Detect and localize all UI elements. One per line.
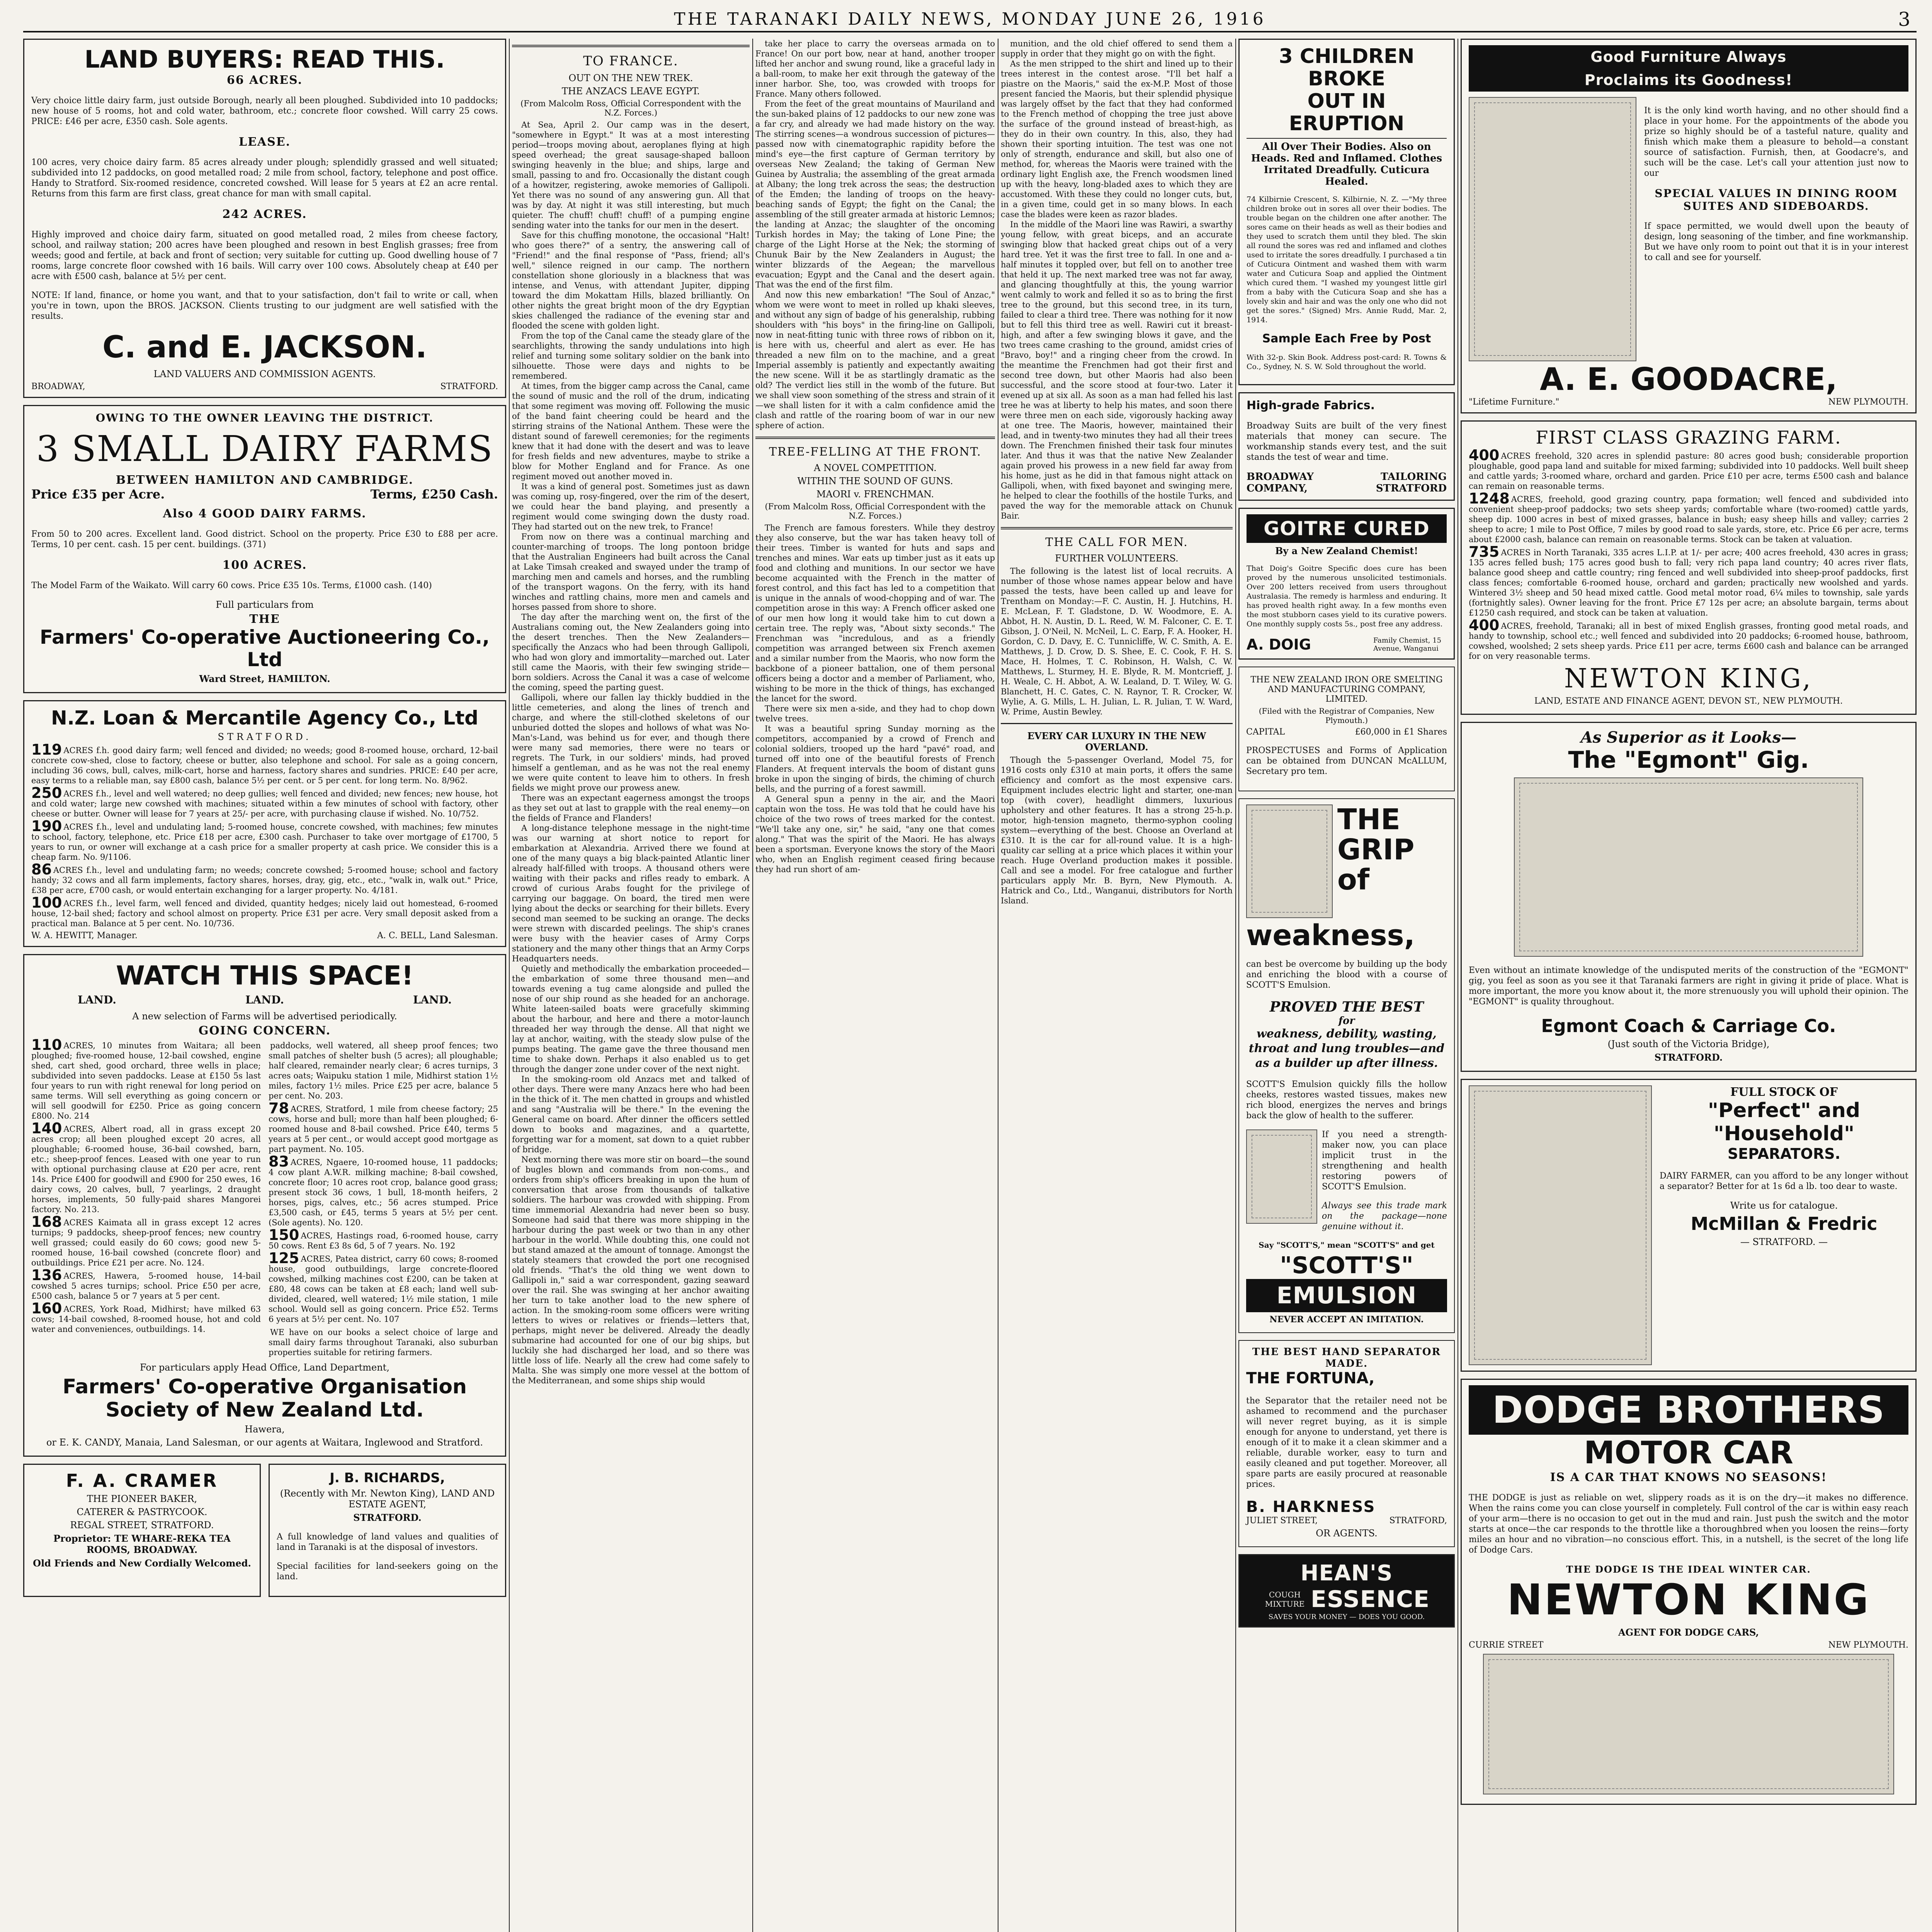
ad-paragraph: DAIRY FARMER, can you afford to be any longer without a separator? Better for at 1s 6d a lb. too dear to waste. — [1660, 1171, 1908, 1191]
ad-line: REGAL STREET, STRATFORD. — [70, 1520, 214, 1531]
price: Price £35 per Acre. — [31, 487, 165, 502]
firm-name: Egmont Coach & Carriage Co. — [1541, 1015, 1836, 1036]
article-subtitle: FURTHER VOLUNTEERS. — [1055, 553, 1179, 564]
article-paragraph: Though the 5-passenger Overland, Model 75, for 1916 costs only £310 at main ports, it offers the same efficiency and comfort as the most expensive cars. Equipment includes electric light and starter, one-man top (with cover), headlight dimmers, luxurious upholstery and other features. It has a strong 25-h.p. motor, high-tension magneto, thermo-syphon cooling system—everything of the best. Choose an Overland at £310. It is the car for all-round value. It is a high-quality car selling at a price which places it within your reach. Huge Overland production makes it possible. Call and see a model. For free catalogue and further particulars apply Mr. B. Byrn, New Plymouth. A. Hatrick and Co., Ltd., Wanganui, distributors for North Island. — [1001, 755, 1233, 905]
ad-subhead: OWING TO THE OWNER LEAVING THE DISTRICT. — [95, 412, 434, 424]
address-right: STRATFORD. — [440, 382, 498, 391]
ad-paragraph: The Model Farm of the Waikato. Will carry 60 cows. Price £35 10s. Terms, £1000 cash. (140) — [31, 581, 432, 590]
ad-line: NEVER ACCEPT AN IMITATION. — [1269, 1315, 1424, 1325]
woman-headache-illustration — [1246, 804, 1333, 918]
ad-paragraph: the Separator that the retailer need not be ashamed to recommend and the purchaser will never regret buying, as it is simple enough for anyone to understand, yet there is enough of it to make it a clean skimmer and a reliable, durable worker, easy to turn and easily cleaned and put together. Moreover, all spare parts are easily procured at reasonable prices. — [1246, 1396, 1447, 1489]
address-left: JULIET STREET, — [1246, 1516, 1318, 1526]
capital-value: £60,000 in £1 Shares — [1355, 727, 1447, 737]
nzloan-ad — [23, 700, 506, 947]
article-title: TO FRANCE. — [583, 53, 679, 69]
land-label: LAND. — [245, 993, 284, 1006]
ad-line: THE — [249, 612, 280, 626]
ad-subhead: THE DODGE IS THE IDEAL WINTER CAR. — [1566, 1564, 1811, 1575]
firm-name: Farmers' Co-operative Auctioneering Co., Ltd — [39, 626, 490, 671]
ad-headline: The "Egmont" Gig. — [1568, 747, 1809, 774]
ad-headline: GOITRE CURED — [1247, 514, 1447, 543]
lot: 735 ACRES in North Taranaki, 335 acres L.I.P. at 1/- per acre; 400 acres freehold, 430 acres in grass; 135 acres felled bush; 175 acres good bush to fall; very rich papa land country; 40 acres river flats, balance good sheep and cattle country; ring fenced and well subdivided into sheep-proof paddocks, first class fences; comfortable 6-roomed house, orchard and garden; practically new woolshed and yards. Wintered 3½ sheep and 50 head mixed cattle. Good metal motor road, 6¼ miles to township, sale yards (fortnightly sales). Owner leaving for the front. Price £7 12s per acre; an absolute bargain, terms about £1250 cash required, and stock can be taken at valuation. — [1469, 543, 1908, 617]
page-number: 3 — [1898, 8, 1913, 31]
lot: paddocks, well watered, all sheep proof fences; two small patches of shelter bush (5 acres); all ploughable; half cleared, remainder nearly clear; 6 acres turnips, 3 acres oats; Waipuku station 1 mile, Midhirst station 1½ miles, factory 1½ miles. Price £25 per acre, balance 5 per cent. No. 203. — [269, 1041, 498, 1100]
article-paragraph: From the top of the Canal came the steady glare of the searchlights, throwing the sandy undulations into high relief and turning some solitary soldier on the bank into silhouette. Those were days and nights to be remembered. — [512, 331, 750, 381]
terms: Terms, £250 Cash. — [370, 487, 498, 502]
article-paragraph: There was an expectant eagerness amongst the troops as they set out at last to grapple with the real enemy—on the fields of France and Flanders! — [512, 793, 750, 823]
firm-city: — STRATFORD. — — [1740, 1236, 1828, 1247]
ad-paragraph: With 32-p. Skin Book. Address post-card: R. Towns & Co., Sydney, N. S. W. Sold throughout the world. — [1247, 353, 1447, 371]
firm-subtitle: LAND, ESTATE AND FINANCE AGENT, DEVON ST., NEW PLYMOUTH. — [1534, 696, 1843, 706]
ad-line: (Recently with Mr. Newton King), LAND AND ESTATE AGENT, — [280, 1488, 495, 1510]
ad-paragraph: Broadway Suits are built of the very finest materials that money can secure. The workmanship stands every test, and the suit stands the test of wear and time. — [1247, 421, 1447, 462]
article-title: THE CALL FOR MEN. — [1045, 536, 1188, 549]
brand-sub: COUGH MIXTURE — [1265, 1590, 1305, 1609]
article-subtitle: MAORI v. FRENCHMAN. — [816, 489, 934, 500]
firm-name: NEWTON KING, — [1564, 663, 1813, 694]
article-paragraph: In the smoking-room old Anzacs met and talked of other days. There were many Anzacs here who had been in the thick of it. The men chatted in groups and whistled and sang "Australia will be there." In the evening the General came on board. After dinner the officers settled down to books and magazines, and a quartette, forgetting war for a moment, sat down to a quiet rubber of bridge. — [512, 1075, 750, 1154]
article-body — [755, 523, 995, 874]
ad-line: Proprietor: TE WHARE-REKA TEA ROOMS, BROADWAY. — [53, 1533, 231, 1555]
article-subtitle: A NOVEL COMPETITION. — [814, 463, 937, 473]
ad-paragraph: A full knowledge of land values and qualities of land in Taranaki is at the disposal of investors. — [277, 1532, 498, 1552]
ad-subhead: LEASE. — [238, 135, 291, 149]
ad-paragraph: SCOTT'S Emulsion quickly fills the hollow cheeks, restores wasted tissues, makes new rich blood, energizes the nerves and brings back the glow of health to the sufferer. — [1246, 1080, 1447, 1121]
agent-name: B. HARKNESS — [1246, 1498, 1376, 1516]
ad-headline: SEPARATORS. — [1727, 1145, 1841, 1162]
lot: 168 ACRES Kaimata all in grass except 12 acres turnips; 9 paddocks, sheep-proof fences; new country well grassed; could easily do 60 cows; good new 5-roomed house, 16-bail cowshed (concrete floor) and outbuildings. Price £21 per acre. No. 124. — [31, 1213, 261, 1267]
article-paragraph: It was a kind of general post. Sometimes just as dawn was coming up, rosy-fingered, over the rim of the desert, we could hear the band playing, and presently a regiment would come swinging down the dusty road. They had started out on the new trek, to France! — [512, 482, 750, 531]
article-paragraph: From now on there was a continual marching and counter-marching of troops. The long pontoon bridge that the Australian Engineers had built across the Canal at Lake Timsah creaked and swayed under the tramp of marching men and camels and horses, and the rumbling of the transport wagons. On the ferry, with its hand winches and rattling chains, more men and camels and horses passed from shore to shore. — [512, 532, 750, 612]
article-paragraph: Save for this chuffing monotone, the occasional "Halt! who goes there?" of a sentry, the answering call of "Friend!" and the final response of "Pass, friend; all's well," silence reigned in our camp. The northern constellation shone gloriously in a blackness that was intense, and Venus, with attendant Jupiter, dipping toward the dim Mokattam Hills, blazed brilliantly. On other nights the great bright moon of the dry Egyptian skies challenged the radiance of the evening star and flooded the scene with golden light. — [512, 231, 750, 330]
ad-subhead: BETWEEN HAMILTON AND CAMBRIDGE. — [116, 473, 414, 487]
ad-line: or E. K. CANDY, Manaia, Land Salesman, or our agents at Waitara, Inglewood and Stratford. — [46, 1437, 483, 1448]
article-paragraph: The French are famous foresters. While they destroy they also conserve, but the war has taken heavy toll of their trees. Timber is wanted for huts and saps and trenches and mines. War eats up timber just as it eats up food and clothing and munitions. In our sector we have become acquainted with the French in the matter of forest control, and this fact has led to a competition that is unique in the annals of wood-chopping and of war. The competition arose in this way: A French officer asked one of our men how long it would take him to cut down a certain tree. The reply was, "About sixty seconds." The Frenchman was "incredulous, and as a friendly competition was arranged between six French axemen and a similar number from the Maoris, who now form the backbone of a pioneer battalion, one of them personal officers being a doctor and a member of Parliament, who, wishing to be more in the thick of things, has exchanged the lancet for the sword. — [755, 523, 995, 703]
ad-line: OR AGENTS. — [1316, 1528, 1378, 1539]
article-paragraph: In the middle of the Maori line was Rawiri, a swarthy young fellow, with great biceps, and an accurate swinging blow that hacked great chips out of a very hard tree. Yet it was the first tree to fall. In one and a-half minutes it toppled over, but fell on to another tree that held it up. The next marked tree was not far away, and glancing thoughtfully at this, the young warrior went calmly to work and felled it so as to bring the first tree to the ground, but this second tree, in its turn, failed to clear a third tree. There was nothing for it now but to fell this third tree as well. Rawiri cut it breast-high, and after a few swinging blows it gave, and the two trees came crashing to the ground, amidst cries of "Bravo, boy!" and a ringing cheer from the crowd. In the meantime the Frenchmen had got their first and second tree down, but other Maoris had also been successful, and the score stood at four-two. Later it evened up at six all. As soon as a man had felled his last tree he was at liberty to help his mates, and soon there were three men on each side, vigorously hacking away at one tree. The Maoris, however, maintained their lead, and in twenty-two minutes they had all their trees down. The Frenchmen finished their task four minutes later. And thus it was that the native New Zealander again proved his prowess in a new field far away from his home, just as he did in that famous night attack on Gallipoli, when, with fixed bayonet and swinging mere, he helped to clear the foothills of the hostile Turks, and paved the way for the memorable attack on Chunuk Bair. — [1001, 220, 1233, 520]
article-paragraph: The day after the marching went on, the first of the Australians coming out, the New Zealanders going into the desert trenches. Then the New Zealanders—specifically the Anzacs who had been through Gallipoli, who had won glory and immortality—marched out. Later still came the Maoris, with their few swinging stride—born soldiers. Across the Canal it was a case of welcome the coming, speed the parting guest. — [512, 612, 750, 692]
ad-title: WATCH THIS SPACE! — [116, 961, 413, 991]
ad-headline: FIRST CLASS GRAZING FARM. — [1536, 427, 1842, 448]
article-paragraph: And now this new embarkation! "The Soul of Anzac," whom we were wont to meet in rolled up khaki sleeves, and without any sign of badge of his generalship, rubbing shoulders with "his boys" in the firing-line on Gallipoli, now in neat-fitting tunic with three rows of ribbon on it, is here with us, cheerful and alert as ever. He has threaded a new film on to the machine, and a great Imperial assembly is patiently and expectantly awaiting the new scene. Will it be as startlingly dramatic as the old? The verdict lies still in the womb of the future. But we shall view soon something of the stress and strain of it—we shall listen for it with a calm confidence amid the clash and rattle of the roaring boom of war in our new sphere of action. — [755, 290, 995, 430]
firm-name: F. A. CRAMER — [66, 1470, 218, 1491]
cramer-ad — [23, 1464, 261, 1597]
ad-headline: 3 SMALL DAIRY FARMS — [36, 428, 493, 469]
dodge-brothers-ad — [1461, 1379, 1917, 1805]
lot: 400 ACRES freehold, 320 acres in splendid pasture: 80 acres good bush; considerable proportion ploughable, good papa land and suitable for mixed farming; subdivided into 10 paddocks. Well built sheep and cattle yards; 3-roomed whare, orchard and garden. Price £10 per acre, terms £500 cash and balance can remain on reasonable terms. — [1469, 447, 1908, 491]
ad-headline: THE BEST HAND SEPARATOR MADE. — [1252, 1346, 1441, 1369]
ad-headline: Good Furniture Always — [1469, 45, 1908, 68]
column-rule — [752, 39, 753, 1932]
column-call-for-men — [1001, 39, 1233, 1932]
lot: 140 ACRES, Albert road, all in grass except 20 acres crop; all been ploughed except 20 acres, all ploughable; 6-roomed house, 36-bail cowshed, barn, etc.; sheep-proof fences. Leased with one year to run with optional purchasing clause at £20 per acre, rent 14s. Price £400 for goodwill and £900 for 250 ewes, 16 dairy cows, 20 calves, bull, 7 yearlings, 2 draught horses, implements, 50 fully-paid shares Mangorei factory. No. 213. — [31, 1120, 261, 1214]
ad-line: (Filed with the Registrar of Companies, New Plymouth.) — [1259, 706, 1435, 725]
firm-name: J. B. RICHARDS, — [330, 1470, 445, 1486]
article-byline: (From Malcolm Ross, Official Correspondent with the N.Z. Forces.) — [520, 99, 741, 117]
address-right: STRATFORD, — [1389, 1516, 1447, 1526]
article-title: TREE-FELLING AT THE FRONT. — [769, 445, 981, 459]
lot: 119 ACRES f.h. good dairy farm; well fenced and divided; no weeds; good 8-roomed house, orchard, 12-bail concrete cow-shed, close to factory, cheese or butter, also telephone and school. For sale as a going concern, including 36 cows, bull, calves, milk-cart, horse and harness, factory shares and sundries. PRICE: £40 per acre, easy terms to a reliable man, say £800 cash, balance 5½ per cent. or 5 per cent. for long term. No. 8/962. — [31, 741, 498, 785]
ad-subhead: PROVED THE BEST — [1269, 999, 1424, 1015]
article-subtitle: THE ANZACS LEAVE EGYPT. — [561, 86, 700, 97]
address-right: NEW PLYMOUTH. — [1828, 1640, 1908, 1650]
dodge-car-illustration — [1483, 1654, 1894, 1794]
lot: 190 ACRES f.h., level and undulating land; 5-roomed house, concrete cowshed, with machines; few minutes to school, factory, telephone, etc. Price £18 per acre, £300 cash. Purchaser to take over mortgage of £1700, 5 years to run, or owner will exchange at a cash price for a smaller property at cash price. We consider this is a cheap farm. No. 9/1106. — [31, 818, 498, 862]
firm-subtitle: (Just south of the Victoria Bridge), — [1607, 1039, 1770, 1049]
firm-city: STRATFORD. — [218, 731, 312, 742]
column-display-ads — [1461, 39, 1917, 1932]
ad-headline: Proclaims its Goodness! — [1469, 68, 1908, 92]
ad-line: Old Friends and New Cordially Welcomed. — [33, 1558, 251, 1569]
firm-name: A. E. GOODACRE, — [1540, 361, 1837, 397]
heans-essence-ad — [1238, 1554, 1455, 1628]
ad-paragraph: Always see this trade mark on the package—none genuine without it. — [1322, 1201, 1447, 1231]
ad-paragraph: If you need a strength-maker now, you can place implicit trust in the strengthening and health restoring powers of SCOTT'S Emulsion. — [1322, 1130, 1447, 1192]
ad-subhead: By a New Zealand Chemist! — [1275, 545, 1418, 556]
firm-city: STRATFORD. — [1654, 1052, 1723, 1063]
ad-line: A new selection of Farms will be advertised periodically. — [132, 1011, 397, 1022]
ad-line: Full particulars from — [216, 599, 314, 610]
manager: W. A. HEWITT, Manager. — [31, 931, 138, 940]
gig-carriage-illustration — [1514, 777, 1863, 957]
ad-paragraph: Even without an intimate knowledge of the undisputed merits of the construction of the "EGMONT" gig, you feel as soon as you see it that Taranaki farmers are right in giving it pride of place. What is more important, the more you know about it, the more strenuously you will uphold their opinion. The "EGMONT" is quality throughout. — [1469, 966, 1908, 1007]
ad-paragraph: If space permitted, we would dwell upon the beauty of design, long seasoning of the timber, and fine workmanship. But we have only room to point out that it is in your interest to call and see for yourself. — [1644, 221, 1908, 262]
column-to-france — [512, 39, 750, 1932]
article-body — [512, 120, 750, 1386]
firm-name: McMillan & Fredric — [1690, 1213, 1878, 1234]
land-label: LAND. — [413, 993, 452, 1006]
firm-subtitle: AGENT FOR DODGE CARS, — [1618, 1627, 1759, 1638]
firm-city: STRATFORD — [1376, 483, 1447, 494]
ad-subhead: 66 ACRES. — [226, 73, 303, 87]
lot: WE have on our books a select choice of large and small dairy farms throughout Taranaki, also suburban properties suitable for retiring farmers. — [269, 1328, 498, 1357]
grazing-farm-ad — [1461, 420, 1917, 715]
article-paragraph: It was a beautiful spring Sunday morning as the competitors, accompanied by a crowd of French and colonial soldiers, trooped up the hard "pavé" road, and turned off into one of the beautiful forests of French Flanders. At frequent intervals the boom of distant guns broke in upon the singing of birds, the chiming of church bells, and the purring of a forest sawmill. — [755, 724, 995, 794]
capital-label: CAPITAL — [1246, 727, 1285, 737]
ad-subhead: weakness, debility, wasting, throat and lung troubles—and as a builder up after illness. — [1248, 1027, 1445, 1070]
firm-address: Ward Street, HAMILTON. — [199, 673, 330, 684]
article-paragraph: At Sea, April 2. Our camp was in the desert, "somewhere in Egypt." It was at a most interesting period—troops moving about, aeroplanes flying at high speed overhead; the great sausage-shaped balloon swinging heavenly in the blue; and ships, large and small, passing to and fro. Occasionally the distant cough of a howitzer, registering, awoke memories of Gallipoli. Yet there was no sound of any answering gun. All that was by day. At night it was still interesting, but much quieter. The chuff! chuff! chuff! of a pumping engine sending water into the tanks for our men in the desert. — [512, 120, 750, 230]
lot-list-right — [269, 1037, 498, 1360]
address-left: BROADWAY, — [31, 382, 85, 391]
firm-name: COMPANY, — [1247, 483, 1308, 494]
firm-name: C. and E. JACKSON. — [102, 330, 427, 365]
ad-paragraph: Highly improved and choice dairy farm, situated on good metalled road, 2 miles from cheese factory, school, and railway station; 200 acres have been ploughed and resown in best English grasses; free from weeds; good and fertile, at back and front of section; very suitable for cutting up. Good dwelling house of 7 rooms, large concrete floor cowshed with 16 bails. Will carry over 100 cows. Absolutely cheap at £40 per acre with £500 cash, balance at 5½ per cent. — [31, 230, 498, 281]
richards-ad — [269, 1464, 506, 1597]
ad-headline: THE NEW ZEALAND IRON ORE SMELTING AND MANUFACTURING COMPANY, LIMITED. — [1250, 675, 1443, 704]
ad-paragraph: 74 Kilbirnie Crescent, S. Kilbirnie, N. Z. —"My three children broke out in sores all over their bodies. The trouble began on the children one after another. The sores came on their heads as well as their bodies and they used to scratch them until they bled. The skin all round the sores was red and inflamed and clothes used to irritate the sores dreadfully. I purchased a tin of Cuticura Ointment and washed them with warm water and Cuticura Soap and applied the Ointment which cured them. "I washed my youngest little girl from a baby with the Cuticura Soap and she has a lovely skin and hair and was the only one who did not get the sores." (Signed) Mrs. Annie Rudd, Mar. 2, 1914. — [1247, 195, 1447, 324]
ad-paragraph: That Doig's Goitre Specific does cure has been proved by the numerous unsolicited testimonials. Over 200 letters received from users throughout Australasia. The remedy is harmless and enduring. It has proved health right away. In a few months even the most stubborn cases yield to its curative powers. One monthly supply costs 5s., post free any address. — [1247, 564, 1447, 628]
ad-subhead: SPECIAL VALUES IN DINING ROOM SUITES AND SIDEBOARDS. — [1655, 187, 1898, 213]
lot: 400 ACRES, freehold, Taranaki; all in best of mixed English grasses, fronting good metal roads, and handy to township, school etc.; well fenced and subdivided into 20 paddocks; 6-roomed house, bathroom, cowshed, woolshed; 2 sets sheep yards. Price £11 per acre, terms £600 cash and balance can be arranged for on very reasonable terms. — [1469, 617, 1908, 661]
ad-headline: "Household" — [1713, 1122, 1855, 1145]
ad-headline: High-grade Fabrics. — [1247, 399, 1375, 412]
article-body — [1001, 39, 1233, 521]
article-paragraph: The following is the latest list of local recruits. A number of those whose names appear below and have passed the tests, have been called up and leave for Trentham on Monday:—F. C. Austin, H. J. Hutchins, H. E. McLean, F. T. Gladstone, D. W. Woodmore, E. A. Abbot, H. N. Austin, D. L. Reed, W. M. Falconer, C. E. T. Gibson, J. O'Neil, N. McNeil, L. C. Earp, F. A. Hooker, H. Gordon, C. D. Davy, E. C. Tunnicliffe, W. C. Smith, A. E. Matthews, J. D. Crow, D. S. Shee, E. C. Cook, F. H. S. Mace, H. Holmes, T. C. Robinson, H. Walsh, C. W. Matthews, L. Sturmey, H. E. Blyde, R. M. Montcrieff, J. H. Weale, C. H. Abbot, A. W. Lealand, D. T. Wiley, W. G. Blanchett, H. C. Gates, C. N. Raynor, T. R. Crocker, W. Wylie, A. G. Mills, L. H. Julian, L. R. Julian, T. W. Ward, W. Prime, Austin Bewley. — [1001, 566, 1233, 716]
ad-paragraph: can best be overcome by building up the body and enriching the blood with a course of SCOTT'S Emulsion. — [1246, 959, 1447, 990]
article-title: EVERY CAR LUXURY IN THE NEW OVERLAND. — [1027, 730, 1206, 753]
separators-ad — [1461, 1079, 1917, 1372]
lot: 125 ACRES, Patea district, carry 60 cows; 8-roomed house, good outbuildings, large concrete-floored cowshed, milking machines cost £200, can be taken at £80, 48 cows can be taken at £8 each; land well sub-divided, cleared, well watered; 1½ mile station, 1 mile school. Would sell as going concern. Price £52. Terms 6 years at 5½ per cent. No. 107 — [269, 1250, 498, 1324]
jackson-ad — [23, 39, 506, 398]
article-subtitle: OUT ON THE NEW TREK. — [568, 73, 693, 83]
lot: 86 ACRES f.h., level and undulating farm; no weeds; concrete cowshed; 5-roomed house; school and factory handy; 32 cows and all farm implements, factory shares, horses, dray, gig, etc., etc., "walk in, walk out." Price, £38 per acre, £700 cash, or would entertain exchanging for a larger property. No. 4/181. — [31, 861, 498, 895]
ad-paragraph: THE DODGE is just as reliable on wet, slippery roads as it is on the dry—it makes no difference. When the rains come you can close yourself in completely. Full control of the car is within easy reach of your arm—there is no occasion to get out in the mud and rain. Just push the switch and the motor starts at once—the car responds to the throttle like a thoroughbred when you loosen the reins—forty miles an hour and no vibration—no conscious effort. This, in a nutshell, is the secret of the long life of Dodge Cars. — [1469, 1493, 1908, 1555]
article-byline: (From Malcolm Ross, Official Correspondent with the N.Z. Forces.) — [765, 502, 986, 520]
ad-subhead: 100 ACRES. — [222, 558, 307, 572]
article-paragraph: munition, and the old chief offered to send them a supply in order that they might go on with the fight. — [1001, 39, 1233, 58]
article-paragraph: Gallipoli, where our fallen lay thickly buddied in the little cemeteries, and along the lines of trench and charge, and where the still-clothed skeletons of our unburied dotted the slopes and hollows of what was No-Man's-Land, was behind us for ever, and though there were many sad memories, there were no tears or regrets. The Turk, in our soldiers' minds, had proved himself a gentleman, and as he was not the real enemy we were quite content to leave him to others. In fresh fields we might prove our prowess anew. — [512, 693, 750, 793]
ad-subhead: Also 4 GOOD DAIRY FARMS. — [163, 507, 367, 520]
lot-list-left — [31, 1037, 261, 1360]
goodacre-ad — [1461, 39, 1917, 413]
article-subtitle: WITHIN THE SOUND OF GUNS. — [797, 476, 953, 486]
article-paragraph: From the feet of the great mountains of Mauriland and the sun-baked plains of 12 paddocks to our new zone was a far cry, and already we had made history on the way. The stirring scenes—a wondrous succession of pictures—passed now with cinematographic rapidity before the mind's eye—the first capture of German territory by overseas New Zealand; the taking of German New Guinea by Australia; the assembling of the great armada at Albany; the long trek across the seas; the destruction of the Emden; the landing of troops on the heavy-beaching sands of Egypt; the fight on the Canal; the assembling of the still greater armada at historic Lemnos; the landing at Anzac; the slaughter of the oncoming Turkish hordes in May; the taking of Lone Pine; the charge of the Light Horse at the Nek; the storming of Chunuk Bair by the New Zealanders in August; the winter blizzards of the Aegean; the marvellous evacuation; Egypt and the Canal and the desert again. That was the end of the first film. — [755, 99, 995, 289]
ad-subhead: Sample Each Free by Post — [1262, 332, 1431, 345]
ad-line: For particulars apply Head Office, Land Department, — [140, 1362, 389, 1373]
brand-name: EMULSION — [1246, 1279, 1447, 1312]
ad-subhead: 242 ACRES. — [222, 207, 307, 221]
fisherman-trademark-illustration — [1246, 1129, 1317, 1224]
firm-city: NEW PLYMOUTH. — [1828, 397, 1908, 407]
lot: 160 ACRES, York Road, Midhirst; have milked 63 cows; 14-bail cowshed, 8-roomed house, hot and cold water and conveniences, outbuildings. 14. — [31, 1300, 261, 1334]
fortuna-separator-ad — [1238, 1340, 1455, 1547]
salesman: A. C. BELL, Land Salesman. — [377, 931, 498, 940]
ad-paragraph: From 50 to 200 acres. Excellent land. Good district. School on the property. Price £30 to £88 per acre. Terms, 10 per cent. cash. 15 per cent. buildings. (371) — [31, 529, 498, 549]
ad-paragraph: Special facilities for land-seekers going on the land. — [277, 1561, 498, 1582]
brand-name: ESSENCE — [1311, 1586, 1430, 1613]
firm-name: N.Z. Loan & Mercantile Agency Co., Ltd — [51, 707, 478, 729]
goitre-ad — [1238, 508, 1455, 660]
firm-tagline: "Lifetime Furniture." — [1469, 397, 1560, 407]
ad-headline: As Superior as it Looks— — [1580, 728, 1797, 747]
lot: 136 ACRES, Hawera, 5-roomed house, 14-bail cowshed 5 acres turnips; school. Price £50 per acre, £500 cash, balance 5 or 7 years at 5 per cent. — [31, 1267, 261, 1301]
brand-name: THE FORTUNA, — [1246, 1369, 1375, 1387]
masthead-title: THE TARANAKI DAILY NEWS, MONDAY JUNE 26, 1916 — [674, 9, 1266, 29]
ad-subhead: GOING CONCERN. — [198, 1024, 331, 1037]
ad-line: Write us for catalogue. — [1730, 1200, 1838, 1211]
article-paragraph: As the men stripped to the shirt and lined up to their trees interest in the contest arose. "I'll bet half a piastre on the Maoris," said the ex-M.P. Most of those present fancied the Maoris, but their splendid physique was largely offset by the fact that they had conformed to the French method of chopping the tree just above the surface of the ground instead of breast-high, as they do in their own country. In this, also, they had shown their sporting intuition. The test was one not only of strength, endurance and skill, but also one of method, for, whereas the Maoris were trained with the ordinary light English axe, the French woodsmen lined up with the heavy, long-bladed axes to which they are accustomed. With these they could no longer cuts, but, in a given time, could get in so many blows. In each case the blades were keen as razor blades. — [1001, 59, 1233, 219]
cream-separator-illustration — [1469, 1085, 1652, 1365]
firm-name: TAILORING — [1381, 471, 1447, 483]
lot: 83 ACRES, Ngaere, 10-roomed house, 11 paddocks; 4 cow plant A.W.R. milking machine; 8-bail cowshed, concrete floor; 10 acres root crop, balance good grass; present stock 36 cows, 1 bull, 18-month heifers, 2 horses, pigs, calves, etc.; 56 acres stumped. Price £3,500 cash, or £45, terms 5 years at 5½ per cent. (Sole agents). No. 120. — [269, 1153, 498, 1227]
firm-name: Society of New Zealand Ltd. — [105, 1398, 424, 1422]
ad-line: SAVES YOUR MONEY — DOES YOU GOOD. — [1268, 1613, 1425, 1621]
firm-address: Family Chemist, 15 Avenue, Wanganui — [1373, 636, 1442, 653]
column-rule — [1235, 39, 1236, 1932]
lot: 100 ACRES f.h., level farm, well fenced and divided, quantity hedges; nicely laid out homestead, 6-roomed house, 12-bail shed; factory and school almost on property. Price £31 per acre. Very small deposit asked from a practical man. Balance at 5 per cent. No. 10/736. — [31, 894, 498, 928]
ad-paragraph: NOTE: If land, finance, or home you want, and that to your satisfaction, don't fail to write or call, when you're in town, upon the BROS. JACKSON. Clients trusting to our judgment are well satisfied with the results. — [31, 291, 498, 321]
lot: 150 ACRES, Hastings road, 6-roomed house, carry 50 cows. Rent £3 8s 6d, 5 of 7 years. No. 192 — [269, 1226, 498, 1250]
ad-headline: 3 CHILDREN BROKE — [1279, 45, 1415, 90]
ad-subhead: for — [1338, 1015, 1355, 1027]
ad-paragraph: Very choice little dairy farm, just outside Borough, nearly all been ploughed. Subdivided into 10 paddocks; new house of 5 rooms, hot and cold water, bathroom, etc.; concrete floor cowshed. Will carry 25 cows. PRICE: £46 per acre, £350 cash. Sole agents. — [31, 96, 498, 126]
address-left: CURRIE STREET — [1469, 1640, 1544, 1650]
article-paragraph: A long-distance telephone message in the night-time was our warning at short notice to report for embarkation at Alexandria. Arrived there we found at one of the many quays a big black-painted Atlantic liner already half-filled with troops. A thousand others were waiting with their packs and rifles ready to embark. A crowd of curious Arabs fought for the privilege of carrying our baggage. On board, the tired men were lying about the decks or searching for their billets. Every second man seemed to be sucking an orange. The decks were strewn with discarded peelings. The ship's cranes were busy with the heavier cases of Army Corps stationery and the many other things that an Army Corps Headquarters needs. — [512, 823, 750, 963]
article-paragraph: take her place to carry the overseas armada on to France! On our port bow, near at hand, another trooper lifted her anchor and swung round, like a graceful lady in a ball-room, to make her exit through the gateway of the inner harbor. She, too, was crowded with troops for France. Many others followed. — [755, 39, 995, 99]
ad-subhead: All Over Their Bodies. Also on Heads. Red and Inflamed. Clothes Irritated Dreadfully. Cuticura Healed. — [1251, 141, 1442, 187]
cuticura-ad — [1238, 39, 1455, 385]
article-body — [755, 39, 995, 430]
ad-subhead: IS A CAR THAT KNOWS NO SEASONS! — [1550, 1471, 1827, 1484]
article-paragraph: Quietly and methodically the embarkation proceeded—the embarkation of some three thousand men—and towards evening a tug came alongside and pulled the nose of our ship round as she headed for an anchorage. White lateen-sailed boats were gracefully skimming about the harbour, and here and there a motor-launch threaded her way through the dense. All that night we lay at anchor, waiting, with the steady slow pulse of the pumps beating. The game gave the three thousand men time to shake down. Perhaps it also enabled us to get through the danger zone under cover of the next night. — [512, 964, 750, 1074]
ad-headline: MOTOR CAR — [1584, 1435, 1793, 1471]
farmers-auction-ad — [23, 405, 506, 693]
egmont-gig-ad — [1461, 722, 1917, 1072]
lot: 250 ACRES f.h., level and well watered; no deep gullies; well fenced and divided; new fences; new house, hot and cold water; large new cowshed with machines; situated within a few minutes of school with factory, other cheese or butter. Owner will lease for 7 years at 25/- per acre, with purchasing clause if wished. No. 10/752. — [31, 784, 498, 818]
firm-name: Farmers' Co-operative Organisation — [62, 1375, 467, 1398]
lot: 78 ACRES, Stratford, 1 mile from cheese factory; 25 cows, horse and bull; more than half been ploughed; 6-roomed house and 8-bail cowshed. Price £40, terms 5 years at 5 per cent., or would accept good mortgage as part payment. No. 105. — [269, 1100, 498, 1154]
ad-paragraph: PROSPECTUSES and Forms of Application can be obtained from DUNCAN McALLUM, Secretary pro tem. — [1246, 746, 1447, 776]
watch-ad — [23, 954, 506, 1457]
column-tree-felling — [755, 39, 995, 1932]
column-land-ads — [23, 39, 506, 1932]
ad-line: THE PIONEER BAKER, — [87, 1493, 197, 1504]
lot: 1248 ACRES, freehold, good grazing country, papa formation; well fenced and subdivided into convenient sheep-proof paddocks; two sets sheep yards; comfortable whare (two-roomed) cattle yards, sheep dip. 1000 acres in best of mixed grasses, balance in bush; easy sheep hills and valley; carries 2 sheep to acre; 1 mile to Post Office, 7 miles by good road to sale yards, store, etc. Price £6 per acre, terms about £2000 cash, balance can remain on reasonable terms. Stock can be taken at valuation. — [1469, 490, 1908, 544]
ad-headline: "Perfect" and — [1708, 1099, 1861, 1122]
masthead — [23, 8, 1917, 32]
firm-name: BROADWAY — [1247, 471, 1314, 483]
furniture-cabinet-illustration — [1469, 97, 1636, 361]
firm-subtitle: LAND VALUERS AND COMMISSION AGENTS. — [153, 369, 376, 379]
ad-line: CATERER & PASTRYCOOK. — [77, 1507, 207, 1517]
firm-name: A. DOIG — [1247, 636, 1311, 653]
column-rule — [509, 39, 510, 1932]
column-small-ads — [1238, 39, 1455, 1932]
iron-ore-ad — [1238, 667, 1455, 791]
tailoring-ad — [1238, 392, 1455, 501]
ad-subhead: FULL STOCK OF — [1730, 1085, 1838, 1099]
brand-name: "SCOTT'S" — [1280, 1252, 1413, 1279]
scotts-emulsion-ad — [1238, 798, 1455, 1333]
ad-headline: OUT IN ERUPTION — [1247, 90, 1447, 139]
land-label: LAND. — [78, 993, 117, 1006]
ad-line: STRATFORD. — [353, 1512, 422, 1523]
ad-line: Hawera, — [245, 1424, 285, 1435]
firm-name: NEWTON KING — [1507, 1575, 1870, 1624]
article-paragraph: At times, from the bigger camp across the Canal, came the sound of music and the roll of the drum, indicating that some regiment was moving off. Following the music of the band faint cheering could be heard and the stirring strains of the National Anthem. These were the distant sound of farewell ceremonies; for the regiments knew that it had done with the desert and was to leave for fresh fields and new adventures, maybe to strike a blow for Mother England and for France. As one regiment moved out another moved in. — [512, 381, 750, 481]
brand-name: DODGE BROTHERS — [1469, 1385, 1908, 1435]
ad-paragraph: It is the only kind worth having, and no other should find a place in your home. For the appointments of the abode you prize so highly should be of a tasteful nature, quality and finish which make them a pleasure to behold—a constant source of satisfaction. Furnish, then, at Goodacre's, and such will be the case. Let's call your attention just now to our — [1644, 106, 1908, 178]
lot-list — [31, 741, 498, 929]
article-paragraph: Next morning there was more stir on board—the sound of bugles blown and commands from non-coms., and orders from ship's officers breaking in upon the hum of conversation that arose from thousands of talkative soldiers. The harbour was crowded with shipping. From time immemorial Alexandria had never been so busy. Someone had said that there was more shipping in the harbour during the past week or two than in any other harbour in the world. While doubting this, one could not but stand amazed at the amount of tonnage. Amongst the stately steamers that crowded the port one recognised old friends. "That's the old thing we went down to Gallipoli in," said a war correspondent, gazing seaward over the rail. She was swinging at her anchor awaiting her turn to take another load to the new sphere of action. In the smoking-room some officers were writing letters to wives or relatives or friends—letters that, perhaps, might never be delivered. Already the deadly submarine had accounted for one of our big ships, but luckily she had discharged her load, and so there was little loss of life. Nearly all the crew had come safely to Malta. She was simply one more vessel at the bottom of the Mediterranean, and some ships ship would — [512, 1155, 750, 1385]
ad-paragraph: 100 acres, very choice dairy farm. 85 acres already under plough; splendidly grassed and well situated; subdivided into 12 paddocks, on good metalled road; 2 mile from school, factory, telephone and post office. Handy to Stratford. Six-roomed residence, concreted cowshed. Will lease for 5 years at £2 an acre rental. Returns from this farm are first class, great chance for man with small capital. — [31, 158, 498, 199]
article-paragraph: There were six men a-side, and they had to chop down twelve trees. — [755, 704, 995, 723]
ad-line: Say "SCOTT'S," mean "SCOTT'S" and get — [1259, 1240, 1435, 1250]
brand-name: HEAN'S — [1300, 1561, 1393, 1586]
lot: 110 ACRES, 10 minutes from Waitara; all been ploughed; five-roomed house, 12-bail cowshed, engine shed, cart shed, good orchard, three wells in place; subdivided into seven paddocks. Lease at £150 5s last four years to run with right renewal for long period on same terms. Will sell everything as going concern or will sell goodwill for £250. Price as going concern £800. No. 214 — [31, 1036, 261, 1121]
ad-title: LAND BUYERS: READ THIS. — [84, 45, 445, 73]
article-paragraph: A General spun a penny in the air, and the Maori captain won the toss. He was told that he could have his choice of the two rows of trees marked for the contest. "We'll take any one, sir," he said, "any one that comes along." That was the spirit of the Maori. He has always been a sportsman. Everyone knows the story of the Maori who, when an English regiment ceased firing because they had run short of am- — [755, 794, 995, 874]
ad-headline: THE GRIP of weakness, — [1246, 803, 1415, 952]
